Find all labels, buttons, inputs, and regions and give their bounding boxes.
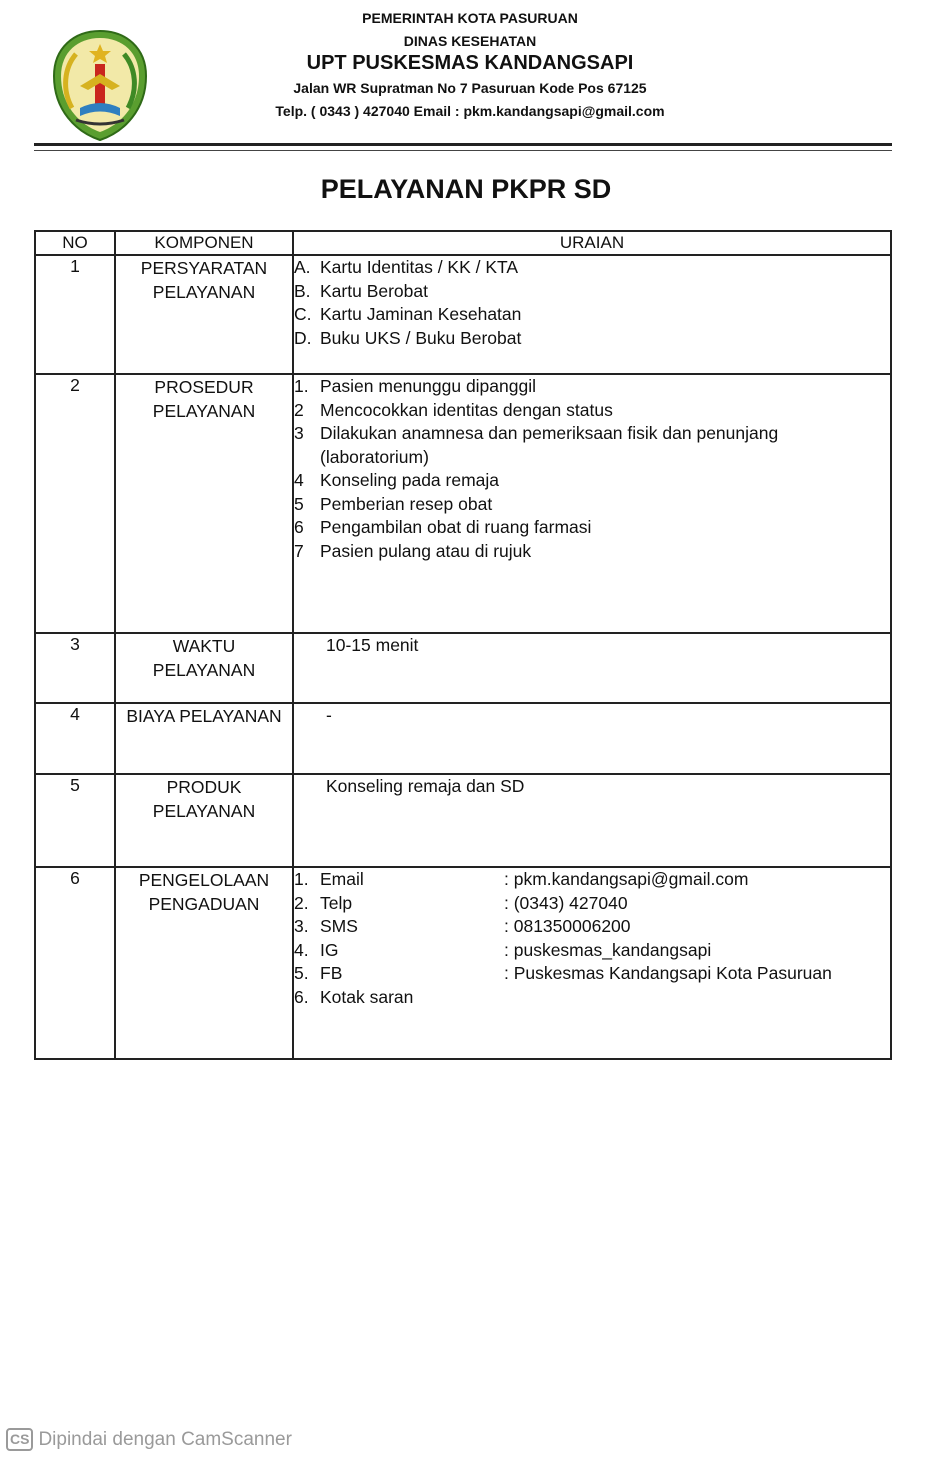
row-component [115, 374, 293, 633]
contact-item: 4. IG : puskesmas_kandangsapi [294, 939, 712, 960]
component-label: PENGADUAN [148, 894, 260, 914]
list-item: 2 Mencocokkan identitas dengan status [294, 399, 613, 420]
row-number: 5 [35, 774, 115, 867]
contact-item: 2. Telp : (0343) 427040 [294, 892, 628, 913]
scanner-watermark [6, 1428, 292, 1451]
camscanner-icon: CS [6, 1428, 33, 1451]
component-label: PELAYANAN [152, 282, 256, 302]
row-component [115, 774, 293, 867]
component-label: PELAYANAN [152, 660, 256, 680]
header-divider-thin [34, 150, 892, 151]
row-component [115, 255, 293, 374]
list-item: 1. Pasien menunggu dipanggil [294, 376, 536, 396]
table-header-row [35, 231, 891, 255]
component-label: PELAYANAN [152, 801, 256, 821]
description-text: 10-15 menit [326, 635, 419, 655]
row-component [115, 633, 293, 703]
component-label: BIAYA PELAYANAN [126, 706, 282, 726]
row-number: 3 [35, 633, 115, 703]
table-row [35, 867, 891, 1059]
component-label: PERSYARATAN [140, 258, 268, 278]
header-institution: UPT PUSKESMAS KANDANGSAPI [306, 52, 634, 74]
header-agency: DINAS KESEHATAN [403, 33, 537, 49]
row-component [115, 703, 293, 774]
header-komponen: KOMPONEN [115, 231, 293, 255]
table-row [35, 774, 891, 867]
header-contact: Telp. ( 0343 ) 427040 Email : pkm.kandangsapi@gmail.com [275, 103, 665, 119]
list-item: D. Buku UKS / Buku Berobat [294, 327, 522, 348]
list-item: 4 Konseling pada remaja [294, 470, 500, 490]
table-row [35, 255, 891, 374]
row-description [293, 633, 891, 703]
contact-item: 5. FB : Puskesmas Kandangsapi Kota Pasuruan [294, 963, 832, 983]
component-label: PELAYANAN [152, 401, 256, 421]
header-government: PEMERINTAH KOTA PASURUAN [362, 10, 578, 26]
row-description [293, 374, 891, 633]
row-description [293, 774, 891, 867]
component-label: WAKTU [172, 636, 236, 656]
component-label: PENGELOLAAN [138, 870, 270, 890]
row-description [293, 867, 891, 1059]
contact-item: 3. SMS : 081350006200 [294, 916, 631, 936]
header-divider [34, 143, 892, 146]
description-text: Konseling remaja dan SD [326, 776, 525, 796]
list-item: B. Kartu Berobat [294, 280, 428, 301]
header-no: NO [35, 231, 115, 255]
row-component [115, 867, 293, 1059]
list-item: (laboratorium) [320, 446, 429, 467]
city-emblem-logo [50, 28, 150, 142]
component-label: PRODUK [166, 777, 242, 797]
list-item: 3 Dilakukan anamnesa dan pemeriksaan fisik dan penunjang [294, 423, 779, 443]
document-title: PELAYANAN PKPR SD [320, 174, 612, 204]
contact-item: 6. Kotak saran [294, 986, 414, 1007]
list-item: C. Kartu Jaminan Kesehatan [294, 304, 522, 324]
table-row [35, 374, 891, 633]
contact-item: 1. Email : pkm.kandangsapi@gmail.com [294, 869, 749, 889]
table-row [35, 703, 891, 774]
header-uraian: URAIAN [293, 231, 891, 255]
header-address: Jalan WR Supratman No 7 Pasuruan Kode Pos 67125 [293, 80, 647, 96]
list-item: 6 Pengambilan obat di ruang farmasi [294, 517, 592, 537]
watermark-text: Dipindai dengan CamScanner [38, 1428, 292, 1450]
row-number: 2 [35, 374, 115, 633]
row-description [293, 255, 891, 374]
row-description [293, 703, 891, 774]
row-number: 6 [35, 867, 115, 1059]
row-number: 4 [35, 703, 115, 774]
table-row [35, 633, 891, 703]
list-item: A. Kartu Identitas / KK / KTA [294, 257, 519, 277]
list-item: 7 Pasien pulang atau di rujuk [294, 540, 532, 561]
list-item: 5 Pemberian resep obat [294, 493, 493, 514]
component-label: PROSEDUR [154, 377, 254, 397]
row-number: 1 [35, 255, 115, 374]
description-text: - [326, 705, 332, 725]
service-table [34, 230, 892, 1060]
